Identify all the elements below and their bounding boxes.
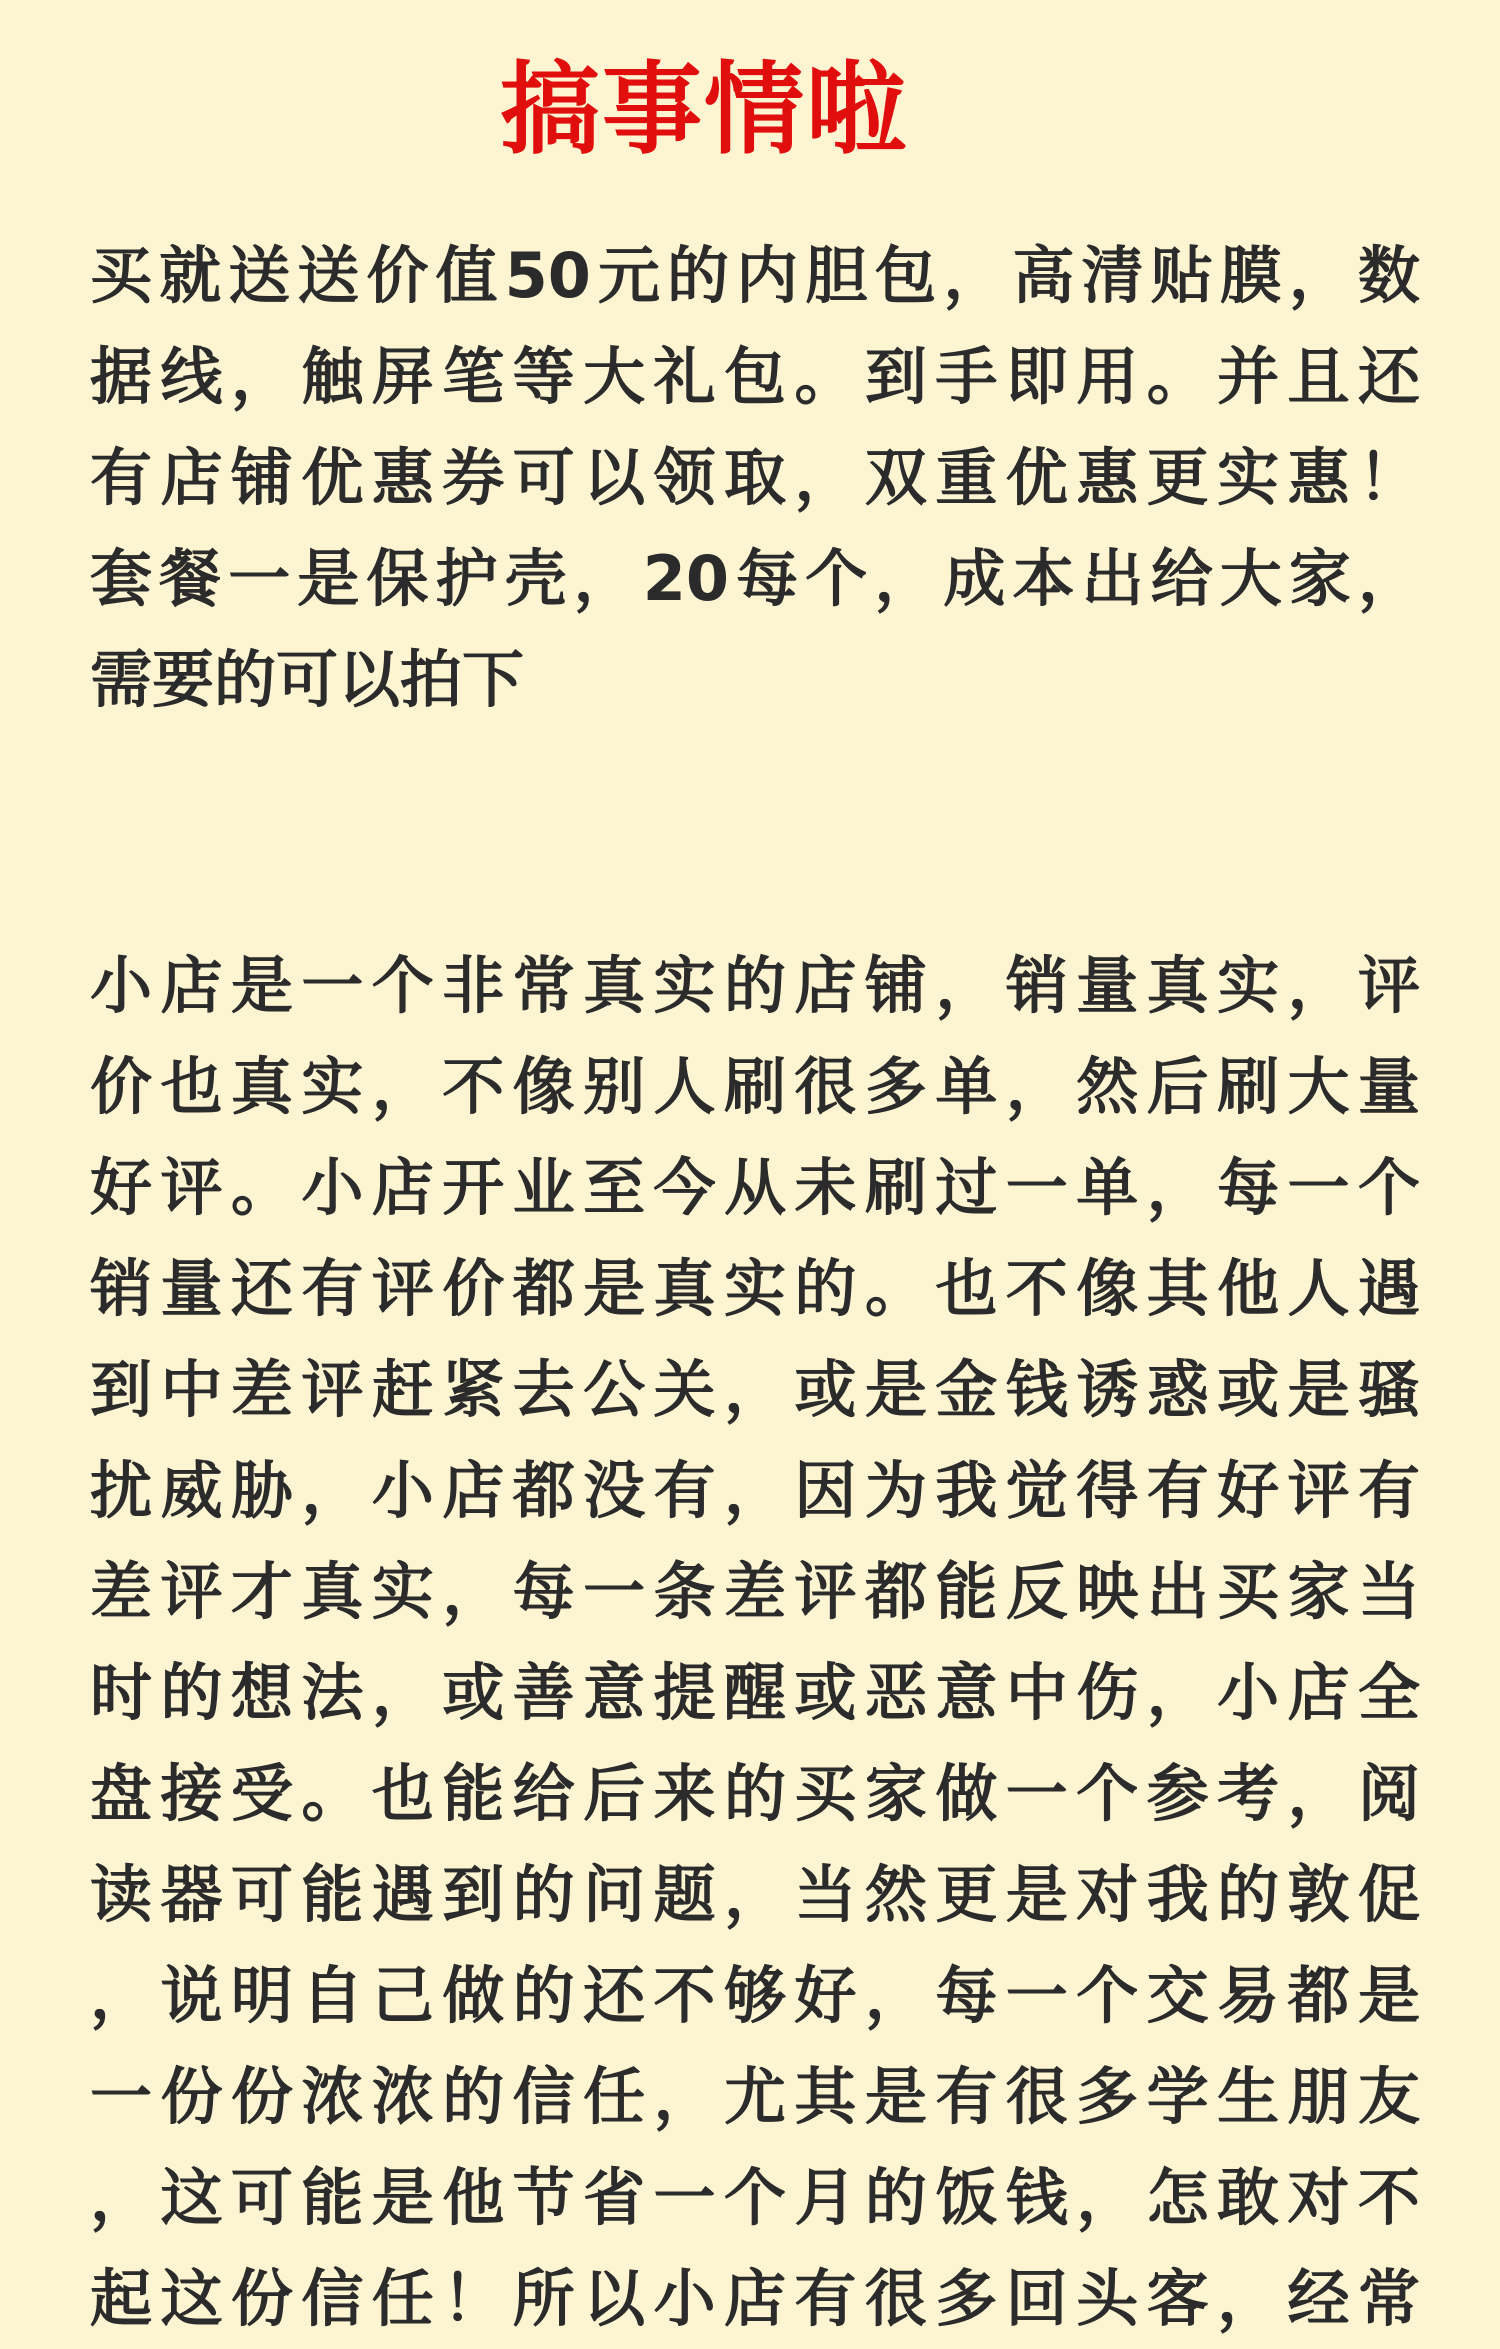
story-line: 小店是一个非常真实的店铺，销量真实，评 (90, 949, 1420, 1022)
story-line: 扰威胁，小店都没有，因为我觉得有好评有 (90, 1454, 1420, 1527)
promo-line: 套餐一是保护壳，20每个，成本出给大家， (90, 542, 1420, 615)
promo-line: 买就送送价值50元的内胆包，高清贴膜，数 (90, 239, 1420, 312)
story-line: 价也真实，不像别人刷很多单，然后刷大量 (90, 1050, 1420, 1123)
story-line: 到中差评赶紧去公关，或是金钱诱惑或是骚 (90, 1353, 1420, 1426)
story-line: 盘接受。也能给后来的买家做一个参考，阅 (90, 1757, 1420, 1830)
promo-paragraph (90, 225, 1420, 730)
story-line: 好评。小店开业至今从未刷过一单，每一个 (90, 1151, 1420, 1224)
promo-line: 有店铺优惠券可以领取，双重优惠更实惠！ (90, 441, 1420, 514)
story-line: 时的想法，或善意提醒或恶意中伤，小店全 (90, 1656, 1420, 1729)
story-line: 差评才真实，每一条差评都能反映出买家当 (90, 1555, 1420, 1628)
store-story-paragraph (90, 935, 1420, 2349)
story-line: 起这份信任！所以小店有很多回头客，经常 (90, 2262, 1420, 2335)
story-line: 一份份浓浓的信任，尤其是有很多学生朋友 (90, 2060, 1420, 2133)
story-line: 读器可能遇到的问题，当然更是对我的敦促 (90, 1858, 1420, 1931)
promo-title: 搞事情啦 (500, 51, 908, 168)
promo-line: 据线，触屏笔等大礼包。到手即用。并且还 (90, 340, 1420, 413)
story-line: ，说明自己做的还不够好，每一个交易都是 (90, 1959, 1420, 2032)
story-line: 销量还有评价都是真实的。也不像其他人遇 (90, 1252, 1420, 1325)
story-line: ，这可能是他节省一个月的饭钱，怎敢对不 (90, 2161, 1420, 2234)
promo-line: 需要的可以拍下 (90, 643, 525, 716)
